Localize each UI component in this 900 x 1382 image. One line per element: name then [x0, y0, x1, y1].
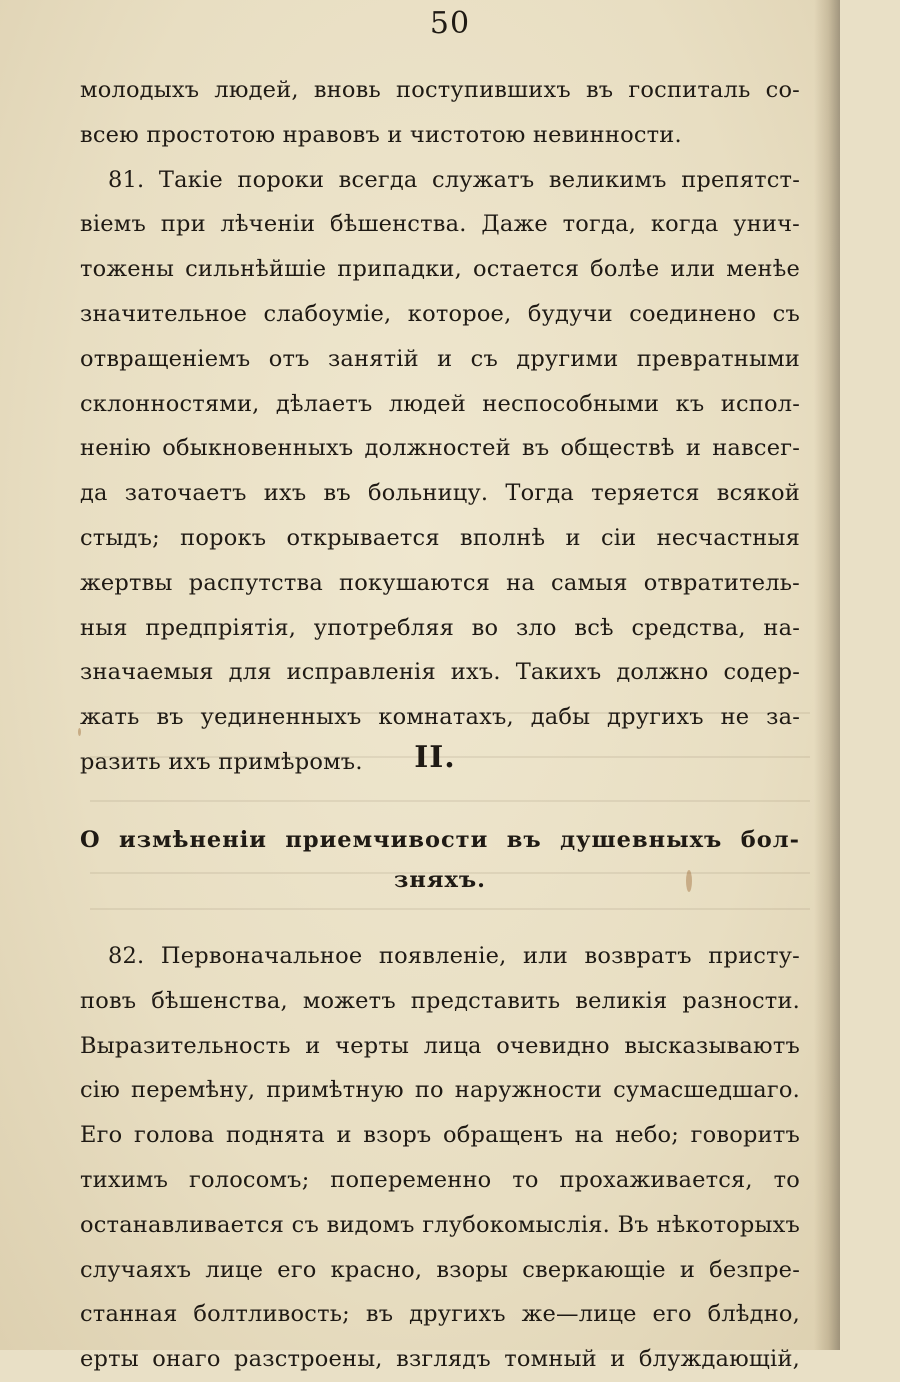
paragraph-82-first-line: 82. Первоначальное появленіе, или возвратъ присту- [108, 943, 800, 969]
text-line: разить ихъ примѣромъ. [80, 748, 363, 775]
text-line: тожены сильнѣйшіе припадки, остается болѣе или менѣе [80, 256, 800, 283]
paragraph-81-first-line: 81. Такіе пороки всегда служатъ великимъ препятст- [108, 166, 800, 193]
text-line: повъ бѣшенства, можетъ представить великія разности. [80, 987, 800, 1014]
section-number: II. [414, 740, 456, 775]
text-line: сію перемѣну, примѣтную по наружности сумасшедшаго. [80, 1077, 800, 1104]
page-binding-shadow [814, 0, 840, 1350]
text-block-top [80, 68, 800, 785]
page-number: 50 [429, 6, 471, 41]
text-line: Выразительность и черты лица очевидно высказываютъ [80, 1032, 800, 1059]
text-line: значительное слабоуміе, которое, будучи соединено съ [80, 300, 800, 327]
text-block-bottom [80, 934, 800, 1382]
section-title-line: зняхъ. [394, 867, 486, 893]
bleed-through-line [90, 908, 810, 910]
text-line: ненію обыкновенныхъ должностей въ обществѣ и навсег- [80, 435, 800, 462]
text-line: склонностями, дѣлаетъ людей неспособными къ испол- [80, 390, 800, 417]
text-line: жертвы распутства покушаются на самыя отвратитель- [80, 569, 800, 596]
section-title [80, 820, 800, 900]
text-line: останавливается съ видомъ глубокомыслія. Въ нѣкоторыхъ [80, 1211, 800, 1238]
text-line: ерты онаго разстроены, взглядъ томный и блуждающій, [80, 1346, 800, 1373]
section-title-line: О измѣненіи приемчивости въ душевныхъ бол- [80, 827, 800, 853]
text-line: ныя предпріятія, употребляя во зло всѣ средства, на- [80, 614, 800, 641]
text-line: всею простотою нравовъ и чистотою невинности. [80, 121, 682, 148]
text-line: молодыхъ людей, вновь поступившихъ въ госпиталь со- [80, 77, 800, 103]
text-line: значаемыя для исправленія ихъ. Такихъ должно содер- [80, 659, 800, 686]
text-line: стыдъ; порокъ открывается вполнѣ и сіи несчастныя [80, 524, 800, 551]
text-line: віемъ при лѣченіи бѣшенства. Даже тогда, когда унич- [80, 211, 800, 238]
text-line: Его голова поднята и взоръ обращенъ на небо; говоритъ [80, 1122, 800, 1149]
text-line: случаяхъ лице его красно, взоры сверкающіе и безпре- [80, 1256, 800, 1283]
text-line: станная болтливость; въ другихъ же—лице его блѣдно, [80, 1301, 800, 1328]
text-line: жать въ уединенныхъ комнатахъ, дабы другихъ не за- [80, 704, 800, 731]
bleed-through-line [90, 800, 810, 802]
text-line: да заточаетъ ихъ въ больницу. Тогда теряется всякой [80, 480, 800, 507]
text-line: отвращеніемъ отъ занятій и съ другими превратными [80, 345, 800, 372]
text-line: тихимъ голосомъ; попеременно то прохаживается, то [80, 1166, 800, 1193]
